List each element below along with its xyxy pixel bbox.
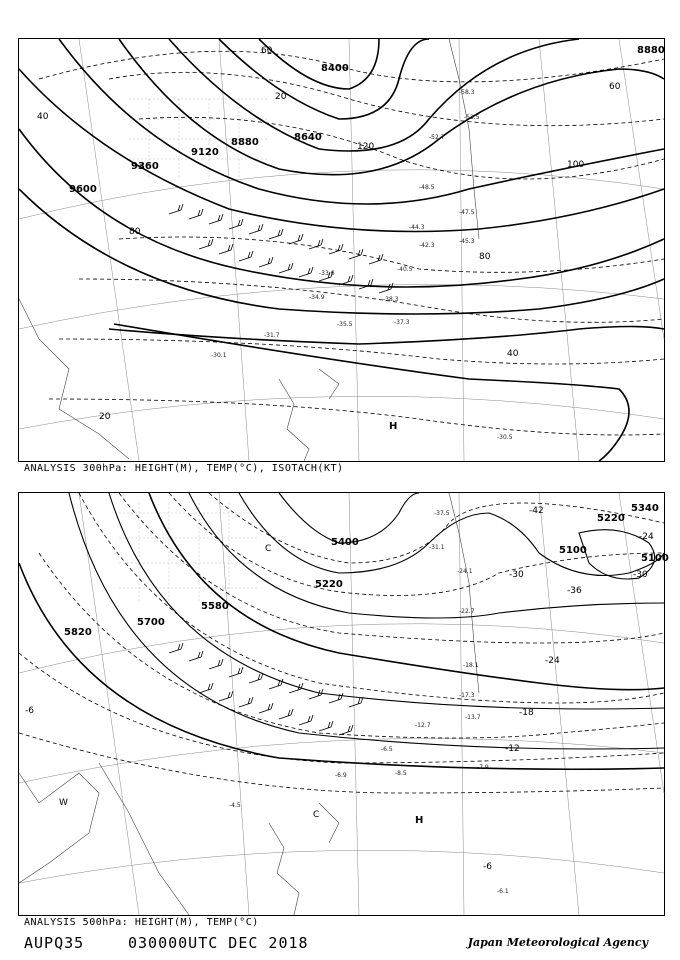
station-temp: -22.7 <box>459 608 475 615</box>
temp-label: -6 <box>483 862 492 872</box>
wind-barb <box>299 715 313 725</box>
station-temp: -34.9 <box>309 294 325 301</box>
height-label: 5100 <box>559 545 587 556</box>
wind-barb <box>299 267 313 277</box>
wind-barb <box>189 651 203 661</box>
wind-barb <box>289 234 303 244</box>
station-temp: -33.6 <box>319 270 335 277</box>
isotach-label: 60 <box>609 82 621 92</box>
cold-center-symbol: C <box>265 544 272 554</box>
station-temp: -31.7 <box>264 332 280 339</box>
wind-barbs <box>169 204 393 293</box>
isotach-label: 80 <box>479 252 491 262</box>
isotach-label: 20 <box>275 92 287 102</box>
wind-barb <box>209 659 223 669</box>
temp-label: -42 <box>529 506 544 516</box>
station-temp: -48.5 <box>419 184 435 191</box>
wind-barb <box>249 673 263 683</box>
temp-label: -30 <box>633 570 648 580</box>
station-temp: -53.5 <box>464 114 480 121</box>
station-temp: -37.3 <box>394 319 410 326</box>
station-temp: -4.5 <box>229 802 241 809</box>
temp-label: -24 <box>639 532 654 542</box>
wind-barb <box>379 283 393 293</box>
wind-barb <box>199 683 213 693</box>
isotach-contours <box>39 51 664 435</box>
height-label: 8880 <box>637 45 665 56</box>
temp-label: -12 <box>505 744 520 754</box>
height-label: 8640 <box>294 132 322 143</box>
height-label: 5580 <box>201 601 229 612</box>
temp-label: -18 <box>519 708 534 718</box>
height-label: 8400 <box>321 63 349 74</box>
height-label: 5220 <box>315 579 343 590</box>
height-label: 8880 <box>231 137 259 148</box>
height-label: 5220 <box>597 513 625 524</box>
isotach-label: 60 <box>261 46 273 56</box>
station-temp: -30.5 <box>497 434 513 441</box>
graticule <box>19 493 664 915</box>
wind-barb <box>359 279 373 289</box>
height-label: 5400 <box>331 537 359 548</box>
wind-barb <box>229 219 243 229</box>
graticule <box>19 39 664 461</box>
map-panel-500hpa <box>18 492 669 916</box>
station-temp: -30.1 <box>211 352 227 359</box>
station-temperatures <box>229 510 509 895</box>
station-temp: -17.3 <box>459 692 475 699</box>
height-label: 5700 <box>137 617 165 628</box>
height-label: 9360 <box>131 161 159 172</box>
wind-barb <box>309 239 323 249</box>
cold-center-symbol: C <box>313 810 320 820</box>
height-label: 5340 <box>631 503 659 514</box>
station-temp: -42.3 <box>419 242 435 249</box>
station-temp: -12.7 <box>415 722 431 729</box>
wind-barb <box>219 244 233 254</box>
height-labels <box>64 503 669 638</box>
temp-label: -24 <box>545 656 560 666</box>
wind-barb <box>169 643 183 653</box>
station-temp: -31.1 <box>429 544 445 551</box>
station-temp: -6.9 <box>335 772 347 779</box>
wind-barb <box>169 204 183 214</box>
wind-barb <box>219 691 233 701</box>
map-300hpa-canvas <box>19 39 664 461</box>
map-panel-300hpa <box>18 38 665 462</box>
chart-valid-time: 030000UTC DEC 2018 <box>128 934 309 952</box>
wind-barb <box>279 263 293 273</box>
station-temp: -24.1 <box>457 568 473 575</box>
station-temp: -18.1 <box>463 662 479 669</box>
wind-barb <box>269 229 283 239</box>
wind-barb <box>209 214 223 224</box>
station-temp: -58.3 <box>459 89 475 96</box>
wind-barb <box>269 679 283 689</box>
warm-center-symbol: W <box>59 798 68 808</box>
temp-label: -36 <box>567 586 582 596</box>
isotach-label: 120 <box>357 142 375 152</box>
wind-barb <box>249 224 263 234</box>
station-temp: -47.5 <box>459 209 475 216</box>
station-temp: -38.3 <box>383 296 399 303</box>
station-temp: -37.5 <box>434 510 450 517</box>
map-500hpa-canvas <box>19 493 669 915</box>
high-pressure-symbol: H <box>415 815 424 826</box>
height-label: 5100 <box>641 553 669 564</box>
chart-code: AUPQ35 <box>24 934 85 952</box>
height-contours <box>19 39 664 461</box>
isotach-label: 80 <box>129 227 141 237</box>
station-temp: -6.5 <box>381 746 393 753</box>
height-label: 9120 <box>191 147 219 158</box>
station-temp: -45.3 <box>459 238 475 245</box>
pressure-symbols <box>389 421 397 432</box>
station-temp: -40.5 <box>397 266 413 273</box>
wind-barb <box>319 721 333 731</box>
station-temp: -7.9 <box>477 764 489 771</box>
station-temp: -35.5 <box>337 321 353 328</box>
station-temp: -6.1 <box>497 888 509 895</box>
map-caption-500hpa: ANALYSIS 500hPa: HEIGHT(M), TEMP(°C) <box>24 917 259 928</box>
station-temp: -8.5 <box>395 770 407 777</box>
wind-barb <box>199 239 213 249</box>
pressure-symbols <box>59 544 423 826</box>
station-temp: -44.3 <box>409 224 425 231</box>
height-label: 5820 <box>64 627 92 638</box>
station-temp: -52.7 <box>429 134 445 141</box>
wind-barb <box>189 209 203 219</box>
wind-barb <box>349 697 363 707</box>
wind-barb <box>339 725 353 735</box>
temp-label: -6 <box>25 706 34 716</box>
wind-barb <box>239 697 253 707</box>
agency-name: Japan Meteorological Agency <box>467 936 648 949</box>
wind-barb <box>369 254 383 264</box>
wind-barb <box>279 709 293 719</box>
high-pressure-symbol: H <box>389 421 398 432</box>
wind-barb <box>259 257 273 267</box>
isotach-labels <box>37 46 621 422</box>
temperature-labels <box>25 506 654 872</box>
isotach-label: 100 <box>567 160 585 170</box>
wind-barb <box>239 251 253 261</box>
isotach-label: 20 <box>99 412 111 422</box>
temp-label: -30 <box>509 570 524 580</box>
map-caption-300hpa: ANALYSIS 300hPa: HEIGHT(M), TEMP(°C), ISOTACH(KT) <box>24 463 344 474</box>
wind-barb <box>259 703 273 713</box>
wind-barb <box>229 667 243 677</box>
height-label: 9600 <box>69 184 97 195</box>
station-temp: -13.7 <box>465 714 481 721</box>
isotach-label: 40 <box>37 112 49 122</box>
isotach-label: 40 <box>507 349 519 359</box>
